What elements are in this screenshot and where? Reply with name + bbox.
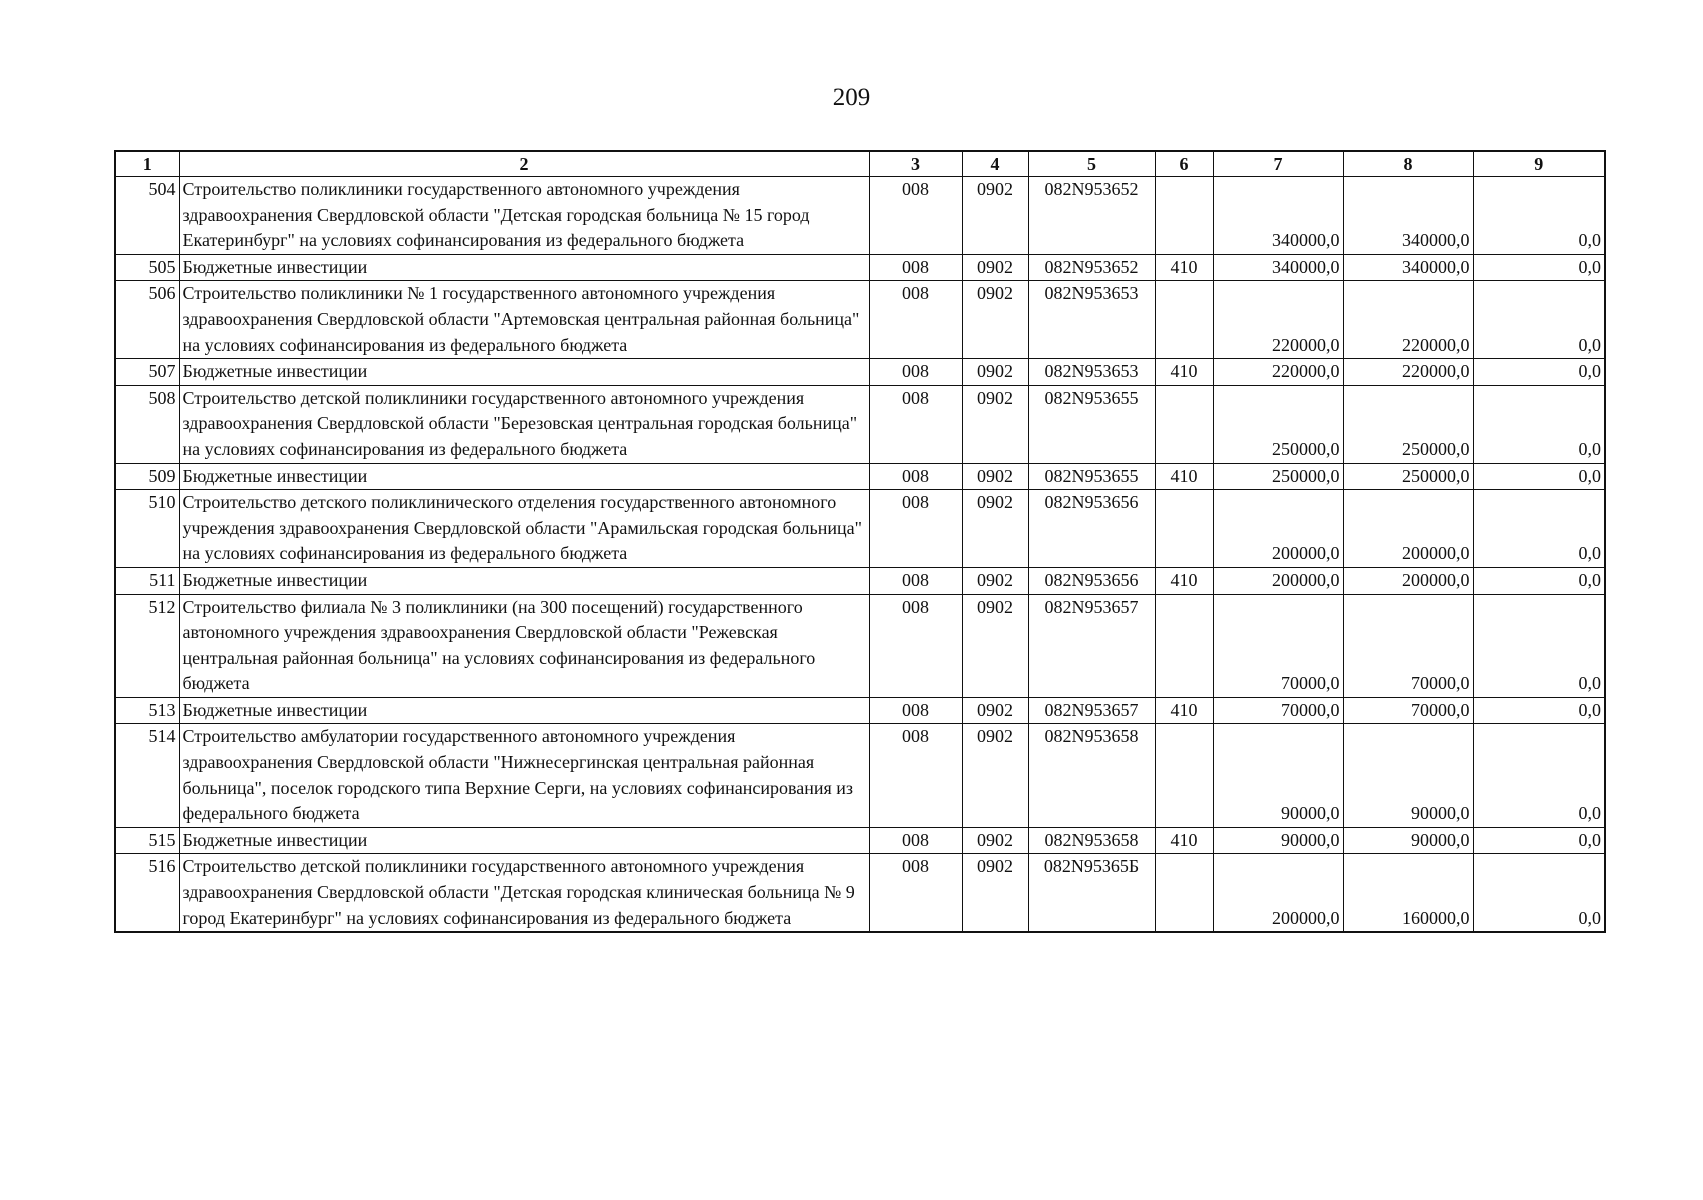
row-col-6: 410 [1155, 359, 1213, 386]
row-col-7: 70000,0 [1213, 697, 1343, 724]
column-header-7: 7 [1213, 151, 1343, 177]
row-col-5: 082N953658 [1028, 724, 1155, 827]
row-col-3: 008 [869, 854, 962, 932]
row-col-9: 0,0 [1473, 854, 1605, 932]
row-col-8: 70000,0 [1343, 594, 1473, 697]
row-col-7: 90000,0 [1213, 827, 1343, 854]
row-name: Строительство поликлиники государственного автономного учреждения здравоохранения Свердловской области "Детская городская больница № 15 город Екатеринбург" на условиях софинансирования из федерального бюджета [179, 177, 869, 255]
column-header-6: 6 [1155, 151, 1213, 177]
row-col-8: 250000,0 [1343, 463, 1473, 490]
row-col-5: 082N953655 [1028, 463, 1155, 490]
row-col-9: 0,0 [1473, 281, 1605, 359]
row-col-8: 160000,0 [1343, 854, 1473, 932]
row-col-9: 0,0 [1473, 385, 1605, 463]
row-col-4: 0902 [962, 827, 1028, 854]
row-col-4: 0902 [962, 697, 1028, 724]
column-header-8: 8 [1343, 151, 1473, 177]
row-col-5: 082N953652 [1028, 254, 1155, 281]
row-number: 504 [115, 177, 179, 255]
row-col-3: 008 [869, 724, 962, 827]
row-col-6 [1155, 854, 1213, 932]
row-number: 512 [115, 594, 179, 697]
table-row [115, 724, 1605, 827]
row-col-6: 410 [1155, 567, 1213, 594]
row-col-8: 90000,0 [1343, 724, 1473, 827]
row-col-7: 250000,0 [1213, 463, 1343, 490]
row-col-9: 0,0 [1473, 697, 1605, 724]
row-col-4: 0902 [962, 359, 1028, 386]
row-number: 509 [115, 463, 179, 490]
table-row [115, 827, 1605, 854]
row-col-8: 200000,0 [1343, 567, 1473, 594]
table-row [115, 281, 1605, 359]
row-number: 515 [115, 827, 179, 854]
row-col-5: 082N953655 [1028, 385, 1155, 463]
row-col-9: 0,0 [1473, 359, 1605, 386]
row-col-5: 082N953658 [1028, 827, 1155, 854]
row-number: 513 [115, 697, 179, 724]
row-name: Бюджетные инвестиции [179, 827, 869, 854]
row-col-3: 008 [869, 385, 962, 463]
row-col-4: 0902 [962, 567, 1028, 594]
budget-table [114, 150, 1606, 933]
table-row [115, 385, 1605, 463]
row-col-7: 250000,0 [1213, 385, 1343, 463]
row-name: Бюджетные инвестиции [179, 567, 869, 594]
row-col-5: 082N953656 [1028, 490, 1155, 568]
table-row [115, 359, 1605, 386]
row-number: 511 [115, 567, 179, 594]
row-col-4: 0902 [962, 385, 1028, 463]
column-header-1: 1 [115, 151, 179, 177]
table-row [115, 854, 1605, 932]
row-col-5: 082N95365Б [1028, 854, 1155, 932]
row-col-4: 0902 [962, 854, 1028, 932]
row-col-7: 340000,0 [1213, 177, 1343, 255]
row-col-6: 410 [1155, 254, 1213, 281]
row-col-6 [1155, 594, 1213, 697]
row-col-3: 008 [869, 359, 962, 386]
row-col-8: 250000,0 [1343, 385, 1473, 463]
row-col-3: 008 [869, 177, 962, 255]
row-name: Бюджетные инвестиции [179, 463, 869, 490]
column-header-3: 3 [869, 151, 962, 177]
row-col-3: 008 [869, 281, 962, 359]
row-name: Строительство амбулатории государственного автономного учреждения здравоохранения Свердловской области "Нижнесергинская центральная районная больница", поселок городского типа Верхние Серги, на условиях софинансирования из федерального бюджета [179, 724, 869, 827]
column-header-4: 4 [962, 151, 1028, 177]
table-row [115, 463, 1605, 490]
row-col-6 [1155, 385, 1213, 463]
column-header-9: 9 [1473, 151, 1605, 177]
row-col-4: 0902 [962, 463, 1028, 490]
row-col-6: 410 [1155, 697, 1213, 724]
row-col-6 [1155, 177, 1213, 255]
row-number: 508 [115, 385, 179, 463]
row-col-5: 082N953652 [1028, 177, 1155, 255]
page-number: 209 [832, 84, 871, 111]
row-col-5: 082N953657 [1028, 594, 1155, 697]
row-col-3: 008 [869, 567, 962, 594]
row-name: Бюджетные инвестиции [179, 254, 869, 281]
row-col-8: 220000,0 [1343, 281, 1473, 359]
row-col-3: 008 [869, 594, 962, 697]
row-col-8: 340000,0 [1343, 254, 1473, 281]
row-col-3: 008 [869, 254, 962, 281]
table-row [115, 567, 1605, 594]
row-col-8: 90000,0 [1343, 827, 1473, 854]
row-col-9: 0,0 [1473, 567, 1605, 594]
row-col-5: 082N953653 [1028, 359, 1155, 386]
row-name: Строительство детской поликлиники государственного автономного учреждения здравоохранения Свердловской области "Березовская центральная городская больница" на условиях софинансирования из федерального бюджета [179, 385, 869, 463]
header-row [115, 151, 1605, 177]
table-row [115, 697, 1605, 724]
row-col-3: 008 [869, 827, 962, 854]
row-col-6: 410 [1155, 463, 1213, 490]
row-col-3: 008 [869, 697, 962, 724]
row-col-4: 0902 [962, 490, 1028, 568]
row-number: 505 [115, 254, 179, 281]
table-row [115, 254, 1605, 281]
column-header-2: 2 [179, 151, 869, 177]
row-col-6: 410 [1155, 827, 1213, 854]
row-col-7: 200000,0 [1213, 567, 1343, 594]
row-col-4: 0902 [962, 177, 1028, 255]
row-col-9: 0,0 [1473, 724, 1605, 827]
row-col-4: 0902 [962, 724, 1028, 827]
row-col-8: 340000,0 [1343, 177, 1473, 255]
row-col-9: 0,0 [1473, 594, 1605, 697]
row-name: Строительство детского поликлинического отделения государственного автономного учреждения здравоохранения Свердловской области "Арамильская городская больница" на условиях софинансирования из федерального бюджета [179, 490, 869, 568]
row-col-8: 200000,0 [1343, 490, 1473, 568]
row-number: 507 [115, 359, 179, 386]
row-col-4: 0902 [962, 281, 1028, 359]
row-col-6 [1155, 724, 1213, 827]
row-col-5: 082N953657 [1028, 697, 1155, 724]
table-row [115, 490, 1605, 568]
row-col-9: 0,0 [1473, 490, 1605, 568]
row-col-7: 200000,0 [1213, 854, 1343, 932]
row-name: Бюджетные инвестиции [179, 359, 869, 386]
row-number: 516 [115, 854, 179, 932]
row-name: Строительство филиала № 3 поликлиники (на 300 посещений) государственного автономного учреждения здравоохранения Свердловской области "Режевская центральная районная больница" на условиях софинансирования из федерального бюджета [179, 594, 869, 697]
row-number: 514 [115, 724, 179, 827]
row-col-7: 220000,0 [1213, 281, 1343, 359]
row-col-6 [1155, 490, 1213, 568]
table-body [115, 177, 1605, 933]
table-row [115, 594, 1605, 697]
row-col-7: 220000,0 [1213, 359, 1343, 386]
row-number: 510 [115, 490, 179, 568]
row-col-8: 220000,0 [1343, 359, 1473, 386]
row-name: Бюджетные инвестиции [179, 697, 869, 724]
row-name: Строительство поликлиники № 1 государственного автономного учреждения здравоохранения Свердловской области "Артемовская центральная районная больница" на условиях софинансирования из федерального бюджета [179, 281, 869, 359]
row-col-9: 0,0 [1473, 827, 1605, 854]
row-col-4: 0902 [962, 594, 1028, 697]
row-col-7: 200000,0 [1213, 490, 1343, 568]
row-col-9: 0,0 [1473, 254, 1605, 281]
row-name: Строительство детской поликлиники государственного автономного учреждения здравоохранения Свердловской области "Детская городская клиническая больница № 9 город Екатеринбург" на условиях софинансирования из федерального бюджета [179, 854, 869, 932]
row-col-8: 70000,0 [1343, 697, 1473, 724]
row-col-3: 008 [869, 463, 962, 490]
row-col-5: 082N953656 [1028, 567, 1155, 594]
row-col-7: 340000,0 [1213, 254, 1343, 281]
table-row [115, 177, 1605, 255]
row-col-5: 082N953653 [1028, 281, 1155, 359]
row-number: 506 [115, 281, 179, 359]
row-col-6 [1155, 281, 1213, 359]
row-col-9: 0,0 [1473, 463, 1605, 490]
row-col-7: 90000,0 [1213, 724, 1343, 827]
column-header-5: 5 [1028, 151, 1155, 177]
row-col-7: 70000,0 [1213, 594, 1343, 697]
row-col-9: 0,0 [1473, 177, 1605, 255]
row-col-3: 008 [869, 490, 962, 568]
row-col-4: 0902 [962, 254, 1028, 281]
